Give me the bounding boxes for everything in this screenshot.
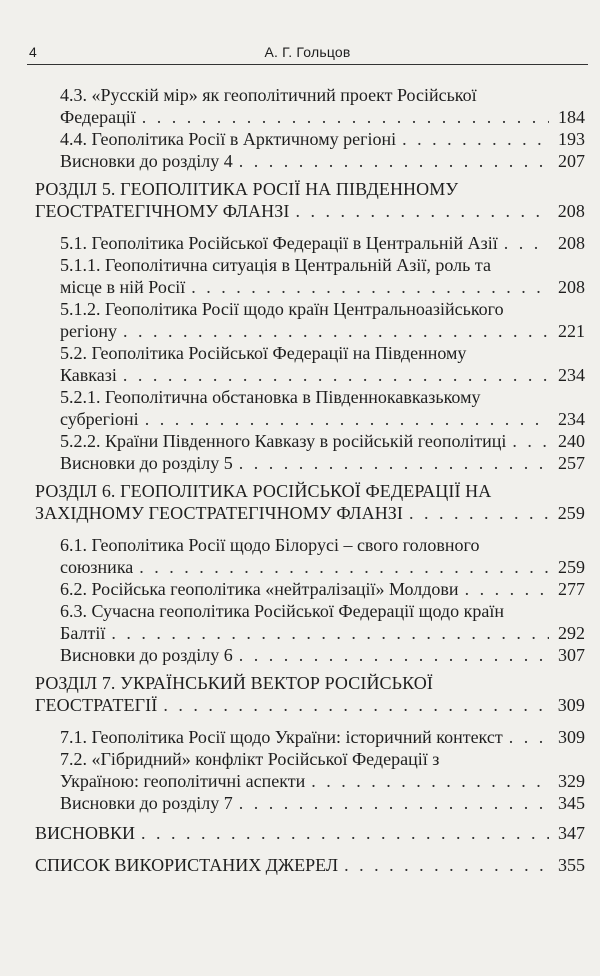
toc-entry-title-line: місце в ній Росії (60, 277, 186, 297)
page-number: 4 (29, 44, 37, 60)
toc-entry-last-line (35, 694, 600, 716)
toc-entry-last-line (60, 452, 600, 474)
dot-leader (311, 770, 549, 792)
toc-entry-last-line (60, 770, 600, 792)
toc-entry-title-line: ГЕОСТРАТЕГІЇ (35, 695, 158, 715)
toc-page-number: 240 (558, 431, 585, 451)
toc-page-number: 208 (558, 277, 585, 297)
dot-leader (239, 150, 549, 172)
toc-chapter-heading (0, 854, 600, 876)
toc-page-number: 309 (557, 695, 585, 715)
toc-entry-last-line (60, 150, 600, 172)
toc-entry-title-line: регіону (60, 321, 118, 341)
toc-entry-title-line: ЗАХІДНОМУ ГЕОСТРАТЕГІЧНОМУ ФЛАНЗІ (35, 503, 404, 523)
toc-entry-title-line: ГЕОСТРАТЕГІЧНОМУ ФЛАНЗІ (35, 201, 290, 221)
dot-leader (239, 792, 549, 814)
toc-entry (0, 386, 600, 430)
dot-leader (504, 232, 549, 254)
dot-leader (123, 320, 549, 342)
toc-entry (0, 726, 600, 748)
toc-entry-title-line: 6.1. Геополітика Росії щодо Білорусі – свого головного (60, 535, 480, 555)
toc-entry-title-line: 5.1.1. Геополітична ситуація в Центральній Азії, роль та (60, 255, 491, 275)
toc-entry-title-line: СПИСОК ВИКОРИСТАНИХ ДЖЕРЕЛ (35, 855, 339, 875)
table-of-contents (0, 84, 600, 886)
toc-entry-last-line (60, 276, 600, 298)
toc-entry-last-line (60, 578, 600, 600)
toc-entry-last-line (60, 408, 600, 430)
toc-entry-title-line: 5.2.2. Країни Південного Кавказу в російській геополітиці (60, 431, 507, 451)
toc-entry (0, 232, 600, 254)
toc-page-number: 257 (558, 453, 585, 473)
toc-entry-last-line (60, 556, 600, 578)
toc-entry-title-line: 5.2. Геополітика Російської Федерації на Південному (60, 343, 467, 363)
toc-entry-title-line: 5.2.1. Геополітична обстановка в Південнокавказькому (60, 387, 481, 407)
toc-entry-last-line (35, 854, 600, 876)
toc-page-number: 355 (558, 855, 585, 875)
dot-leader (163, 694, 549, 716)
toc-entry (0, 84, 600, 128)
toc-entry-last-line (60, 726, 600, 748)
toc-entry-last-line (60, 644, 600, 666)
toc-page-number: 221 (558, 321, 585, 341)
toc-entry (0, 644, 600, 666)
dot-leader (402, 128, 549, 150)
toc-entry-last-line (60, 364, 600, 386)
dot-leader (465, 578, 549, 600)
toc-entry-title-line: РОЗДІЛ 6. ГЕОПОЛІТИКА РОСІЙСЬКОЇ ФЕДЕРАЦІЇ НА (35, 481, 492, 501)
toc-page-number: 207 (558, 151, 585, 171)
toc-entry-title-line: РОЗДІЛ 7. УКРАЇНСЬКИЙ ВЕКТОР РОСІЙСЬКОЇ (35, 673, 433, 693)
running-header (27, 44, 588, 65)
toc-entry (0, 342, 600, 386)
toc-entry (0, 600, 600, 644)
toc-entry-last-line (60, 792, 600, 814)
toc-entry-title-line: Висновки до розділу 6 (60, 645, 233, 665)
toc-entry-last-line (60, 128, 600, 150)
toc-entry-last-line (35, 200, 600, 222)
dot-leader (139, 556, 549, 578)
dot-leader (142, 106, 549, 128)
toc-entry-last-line (60, 622, 600, 644)
toc-entry (0, 298, 600, 342)
toc-entry (0, 534, 600, 578)
toc-page-number: 208 (557, 201, 585, 221)
toc-entry-last-line (35, 502, 600, 524)
toc-entry-title-line: Балтії (60, 623, 106, 643)
toc-entry (0, 254, 600, 298)
dot-leader (344, 854, 549, 876)
toc-page-number: 345 (558, 793, 585, 813)
toc-page-number: 208 (558, 233, 585, 253)
toc-entry-last-line (35, 822, 600, 844)
dot-leader (512, 430, 549, 452)
toc-entry-title-line: ВИСНОВКИ (35, 823, 136, 843)
toc-page-number: 184 (558, 107, 585, 127)
toc-page-number: 329 (558, 771, 585, 791)
toc-page-number: 292 (558, 623, 585, 643)
toc-page-number: 234 (558, 409, 585, 429)
dot-leader (239, 452, 549, 474)
dot-leader (111, 622, 549, 644)
toc-entry-title-line: 5.1. Геополітика Російської Федерації в Центральній Азії (60, 233, 498, 253)
toc-entry-title-line: РОЗДІЛ 5. ГЕОПОЛІТИКА РОСІЇ НА ПІВДЕННОМУ (35, 179, 459, 199)
toc-page-number: 277 (558, 579, 585, 599)
toc-entry-title-line: 5.1.2. Геополітика Росії щодо країн Центральноазійського (60, 299, 504, 319)
toc-page-number: 193 (558, 129, 585, 149)
toc-page-number: 347 (558, 823, 585, 843)
toc-entry (0, 128, 600, 150)
dot-leader (145, 408, 549, 430)
toc-entry-title-line: 4.4. Геополітика Росії в Арктичному регіоні (60, 129, 397, 149)
toc-chapter-heading (0, 672, 600, 716)
toc-chapter-heading (0, 480, 600, 524)
toc-entry (0, 748, 600, 792)
toc-entry-title-line: 6.3. Сучасна геополітика Російської Федерації щодо країн (60, 601, 504, 621)
toc-entry-title-line: Висновки до розділу 5 (60, 453, 233, 473)
dot-leader (123, 364, 549, 386)
dot-leader (295, 200, 549, 222)
toc-entry-title-line: 7.1. Геополітика Росії щодо України: історичний контекст (60, 727, 503, 747)
toc-page-number: 309 (558, 727, 585, 747)
toc-entry-title-line: Висновки до розділу 7 (60, 793, 233, 813)
toc-entry-title-line: субрегіоні (60, 409, 139, 429)
dot-leader (239, 644, 549, 666)
toc-entry (0, 430, 600, 452)
toc-entry (0, 150, 600, 172)
toc-entry-title-line: 4.3. «Русскій мір» як геополітичний проект Російської (60, 85, 477, 105)
toc-entry-title-line: союзника (60, 557, 134, 577)
dot-leader (191, 276, 549, 298)
toc-page-number: 259 (558, 557, 585, 577)
toc-entry-last-line (60, 320, 600, 342)
toc-entry-title-line: Федерації (60, 107, 136, 127)
toc-entry-title-line: Кавказі (60, 365, 117, 385)
toc-entry (0, 452, 600, 474)
toc-entry-title-line: 7.2. «Гібридний» конфлікт Російської Федерації з (60, 749, 440, 769)
toc-entry-title-line: Висновки до розділу 4 (60, 151, 233, 171)
toc-entry-title-line: 6.2. Російська геополітика «нейтралізації» Молдови (60, 579, 459, 599)
dot-leader (409, 502, 549, 524)
running-author: А. Г. Гольцов (264, 44, 351, 60)
toc-entry-last-line (60, 232, 600, 254)
toc-entry (0, 578, 600, 600)
toc-chapter-heading (0, 178, 600, 222)
toc-page-number: 234 (558, 365, 585, 385)
toc-chapter-heading (0, 822, 600, 844)
toc-page-number: 259 (557, 503, 585, 523)
dot-leader (509, 726, 549, 748)
toc-entry-last-line (60, 106, 600, 128)
toc-entry (0, 792, 600, 814)
toc-entry-title-line: Україною: геополітичні аспекти (60, 771, 306, 791)
dot-leader (141, 822, 549, 844)
toc-entry-last-line (60, 430, 600, 452)
toc-page-number: 307 (558, 645, 585, 665)
